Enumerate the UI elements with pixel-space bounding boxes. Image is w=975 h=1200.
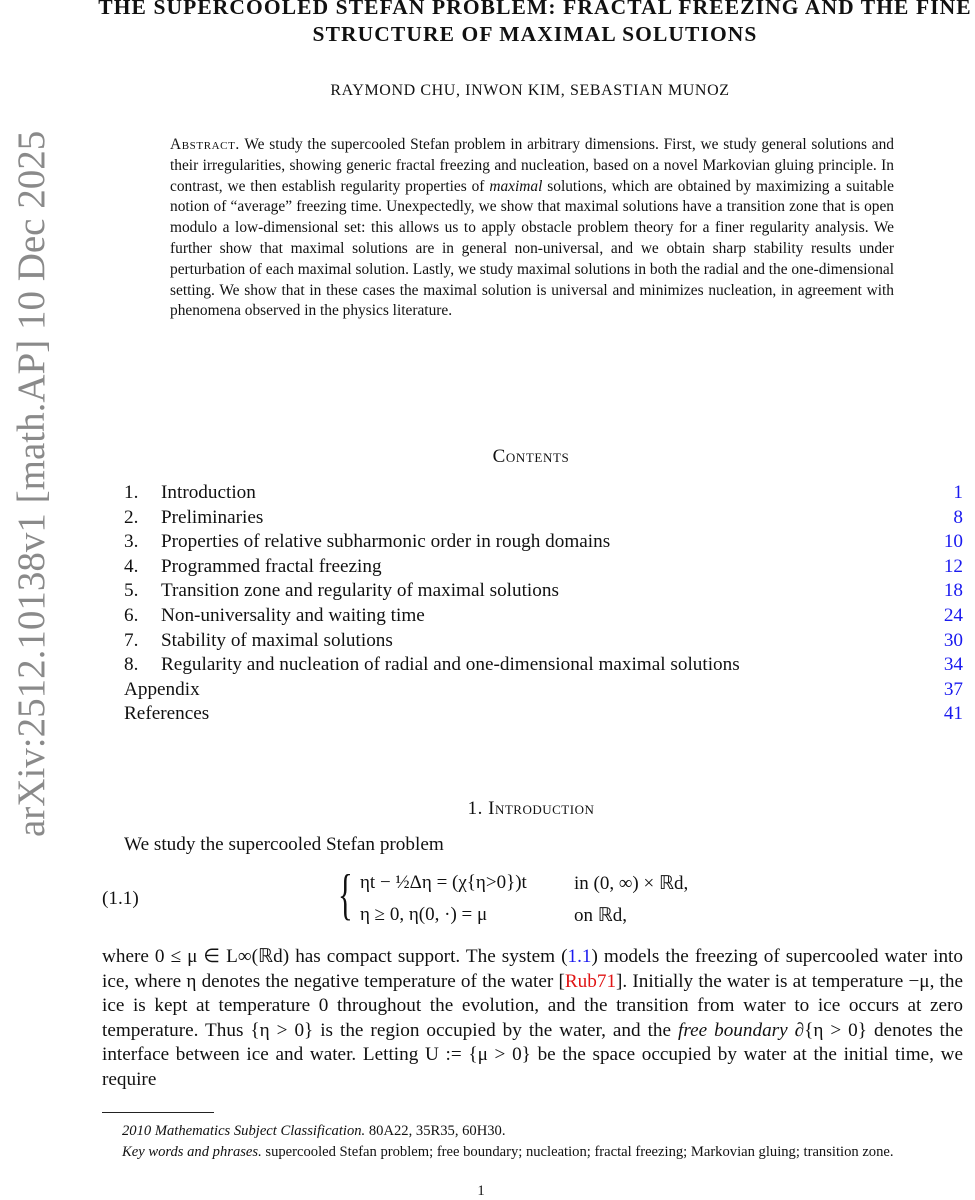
toc-number: 5. xyxy=(124,580,139,602)
intro-lead-sentence: We study the supercooled Stefan problem xyxy=(124,834,444,855)
toc-title: Transition zone and regularity of maximal solutions xyxy=(161,580,559,602)
equation-line-1: ηt − ½Δη = (χ{η>0})t xyxy=(360,872,527,893)
toc-page-link[interactable]: 24 xyxy=(943,604,963,626)
toc-page-link[interactable]: 41 xyxy=(943,703,963,725)
toc-entry[interactable] xyxy=(124,604,963,629)
equation-label: (1.1) xyxy=(102,888,139,909)
page-number: 1 xyxy=(477,1183,485,1199)
keywords-footnote xyxy=(102,1142,963,1163)
toc-number: 3. xyxy=(124,531,139,553)
paragraph-text: where 0 ≤ μ ∈ L∞(ℝd) has compact support. The system ( xyxy=(102,946,568,967)
paragraph-text: ∂{η > 0} denotes the interface between ice and water. Letting U := {μ > 0} be the space occupied by water at the initial time, we require xyxy=(102,1019,963,1090)
toc-title: Properties of relative subharmonic order in rough domains xyxy=(161,531,611,553)
equation-reference-link[interactable]: 1.1 xyxy=(567,946,592,967)
msc-footnote xyxy=(102,1121,963,1142)
toc-title: Stability of maximal solutions xyxy=(161,629,393,651)
abstract-text-2: solutions, which are obtained by maximizing a suitable notion of “average” freezing time. Unexpectedly, we show that maximal solutions have a transition zone that is open modulo a low-dimensional set: this allows us to apply obstacle problem theory for a finer regularity analysis. We further show that maximal solutions are in general non-universal, and we obtain sharp stability results under perturbation of each maximal solution. Lastly, we study maximal solutions in both the radial and the one-dimensional setting. We show that in these cases the maximal solution is universal and minimizes nucleation, in agreement with phenomena observed in the physics literature. xyxy=(170,177,894,320)
abstract-label: Abstract. xyxy=(170,136,240,153)
toc-entry-appendix[interactable] xyxy=(124,678,963,703)
toc-page-link[interactable]: 12 xyxy=(943,555,963,577)
paragraph-text: ) models the freezing of supercooled water into ice, where η denotes the negative temperature of the water [ xyxy=(102,946,963,992)
toc-entry[interactable] xyxy=(124,579,963,604)
toc-entry[interactable] xyxy=(124,506,963,531)
section-title: Introduction xyxy=(488,798,595,819)
section-number: 1. xyxy=(467,798,483,819)
toc-title: Appendix xyxy=(124,678,200,700)
footnote-divider xyxy=(102,1112,214,1113)
toc-page-link[interactable]: 34 xyxy=(943,654,963,676)
paragraph-emphasis: free boundary xyxy=(678,1019,788,1041)
equation-condition-1: in (0, ∞) × ℝd, xyxy=(574,873,689,894)
toc-number: 4. xyxy=(124,555,139,577)
toc-title: Introduction xyxy=(161,482,256,503)
toc-entry-references[interactable] xyxy=(124,702,963,727)
equation-line-2: η ≥ 0, η(0, ·) = μ xyxy=(360,904,488,925)
toc-entry[interactable] xyxy=(124,555,963,580)
abstract-text-1: We study the supercooled Stefan problem in arbitrary dimensions. First, we study general solutions and their irregularities, showing generic fractal freezing and nucleation, based on a novel Markovian gluing principle. In contrast, we then establish regularity properties of xyxy=(170,136,894,195)
contents-heading: Contents xyxy=(492,446,570,467)
intro-paragraph xyxy=(102,945,963,1093)
toc-page-link[interactable]: 37 xyxy=(943,678,963,700)
toc-page-link[interactable]: 30 xyxy=(943,629,963,651)
msc-value: 80A22, 35R35, 60H30. xyxy=(368,1123,506,1139)
toc-number: 8. xyxy=(124,654,139,676)
citation-link[interactable]: Rub71 xyxy=(564,970,617,992)
toc-title: Regularity and nucleation of radial and one-dimensional maximal solutions xyxy=(161,654,740,676)
abstract-emphasis: maximal xyxy=(489,177,543,195)
section-heading xyxy=(400,798,662,820)
keywords-label: Key words and phrases. xyxy=(122,1143,262,1160)
arxiv-side-stamp: arXiv:2512.10138v1 [math.AP] 10 Dec 2025 xyxy=(10,130,53,837)
toc-number: 2. xyxy=(124,506,139,528)
msc-label: 2010 Mathematics Subject Classification. xyxy=(122,1123,366,1139)
equation-condition-2: on ℝd, xyxy=(574,905,628,926)
toc-page-link[interactable]: 18 xyxy=(943,580,963,602)
toc-title: Programmed fractal freezing xyxy=(161,555,382,577)
table-of-contents xyxy=(124,481,963,727)
toc-entry[interactable] xyxy=(124,530,963,555)
footnotes xyxy=(102,1121,963,1162)
equation-system xyxy=(338,866,758,936)
left-brace-icon: { xyxy=(338,864,353,926)
toc-page-link[interactable]: 10 xyxy=(943,531,963,553)
keywords-value: supercooled Stefan problem; free boundary; nucleation; fractal freezing; Markovian gluing; transition zone. xyxy=(265,1143,894,1160)
toc-number: 7. xyxy=(124,629,139,651)
author-list: RAYMOND CHU, INWON KIM, SEBASTIAN MUNOZ xyxy=(330,82,730,99)
toc-title: References xyxy=(124,703,210,725)
toc-page-link[interactable]: 1 xyxy=(953,482,963,503)
paper-title: THE SUPERCOOLED STEFAN PROBLEM: FRACTAL FREEZING AND THE FINE STRUCTURE OF MAXIMAL SOLUTIONS xyxy=(98,0,972,46)
toc-entry[interactable] xyxy=(124,629,963,654)
abstract xyxy=(170,135,894,322)
toc-title: Non-universality and waiting time xyxy=(161,604,425,626)
toc-page-link[interactable]: 8 xyxy=(953,506,963,528)
toc-number: 6. xyxy=(124,604,139,626)
paragraph-text: ]. Initially the water is at temperature −μ, the ice is kept at temperature 0 throughout the evolution, and the transition from water to ice occurs at zero temperature. Thus {η > 0} is the region occupied by the water, and the xyxy=(102,970,963,1041)
toc-number: 1. xyxy=(124,482,139,503)
toc-title: Preliminaries xyxy=(161,506,264,528)
toc-entry[interactable] xyxy=(124,653,963,678)
toc-entry[interactable] xyxy=(124,481,963,506)
